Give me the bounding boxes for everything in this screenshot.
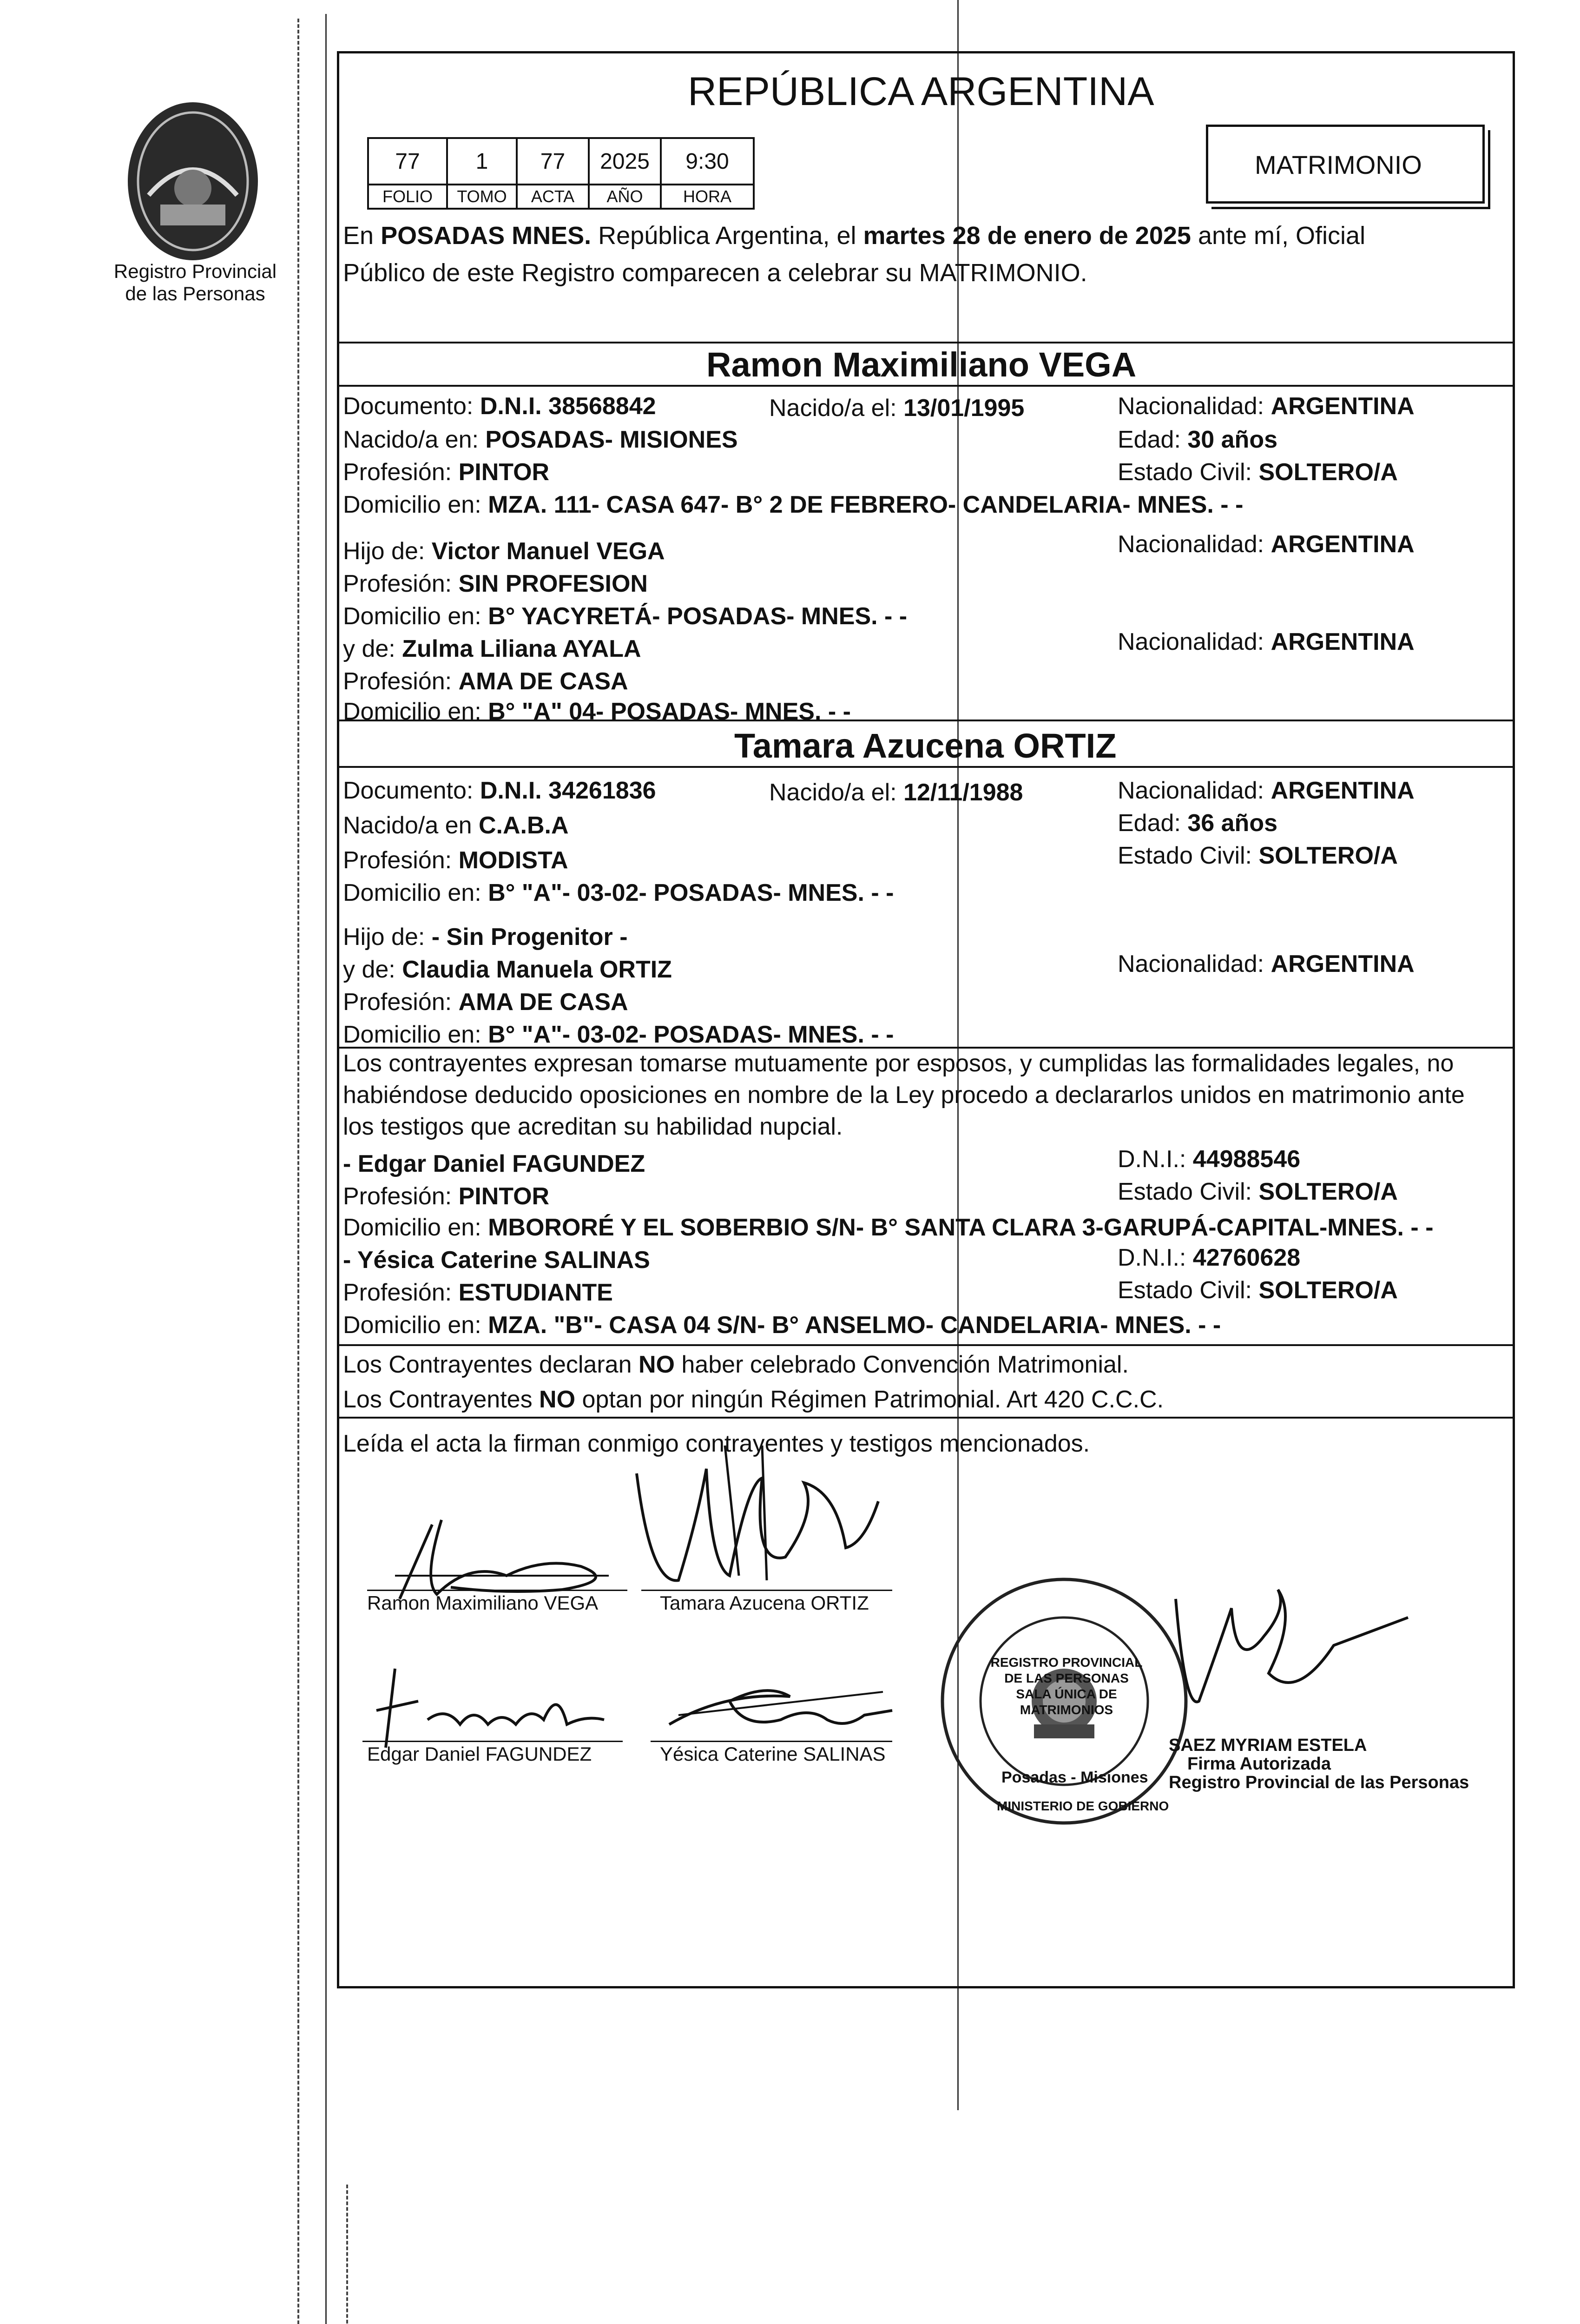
witness2-civil-status: Estado Civil: SOLTERO/A	[1118, 1277, 1398, 1304]
spouse2-age: Edad: 36 años	[1118, 810, 1277, 837]
declaration-line-2: habiéndose deducido oposiciones en nombre de la Ley procedo a declararlos unidos en matrimonio ante	[343, 1082, 1465, 1109]
margin-line-left	[325, 14, 327, 2324]
witness2-address: Domicilio en: MZA. "B"- CASA 04 S/N- B° ANSELMO- CANDELARIA- MNES. - -	[343, 1312, 1221, 1339]
spouse1-birthdate: Nacido/a el: 13/01/1995	[769, 395, 1025, 422]
spouse1-father-address: Domicilio en: B° YACYRETÁ- POSADAS- MNES. - -	[343, 603, 908, 630]
signature-ramon-name: Ramon Maximiliano VEGA	[367, 1592, 599, 1614]
spouse2-mother: y de: Claudia Manuela ORTIZ	[343, 956, 672, 983]
witness1-civil-status: Estado Civil: SOLTERO/A	[1118, 1178, 1398, 1205]
signature-tamara-line	[641, 1590, 892, 1591]
convention-line-2: Los Contrayentes NO optan por ningún Régimen Patrimonial. Art 420 C.C.C.	[343, 1386, 1164, 1413]
logo-caption-line2: de las Personas	[125, 283, 265, 304]
acta-caption: ACTA	[517, 185, 589, 209]
signature-yesica-line	[651, 1741, 892, 1742]
acta-value: 77	[517, 138, 589, 185]
signature-officer	[1157, 1580, 1417, 1720]
spouse1-father-nationality: Nacionalidad: ARGENTINA	[1118, 531, 1415, 558]
margin-dash-left	[297, 19, 299, 2324]
margin-dash-bottom	[346, 2185, 348, 2324]
folio-caption: FOLIO	[368, 185, 447, 209]
folio-value: 77	[368, 138, 447, 185]
divider-convention	[337, 1344, 1515, 1346]
declaration-line-1: Los contrayentes expresan tomarse mutuamente por esposos, y cumplidas las formalidades legales, no	[343, 1050, 1454, 1077]
signature-ramon-line	[367, 1590, 627, 1591]
spouse2-mother-profession: Profesión: AMA DE CASA	[343, 989, 628, 1016]
witness1-name: - Edgar Daniel FAGUNDEZ	[343, 1150, 645, 1177]
spouse1-name: Ramon Maximiliano VEGA	[706, 345, 1137, 384]
tomo-value: 1	[447, 138, 517, 185]
closing-statement: Leída el acta la firman conmigo contrayentes y testigos mencionados.	[343, 1430, 1090, 1457]
stamp-ring-outer: REGISTRO PROVINCIAL DE LAS PERSONAS	[990, 1655, 1143, 1685]
spouse2-document: Documento: D.N.I. 34261836	[343, 777, 656, 804]
spouse1-mother-profession: Profesión: AMA DE CASA	[343, 668, 628, 695]
witness2-profession: Profesión: ESTUDIANTE	[343, 1279, 613, 1306]
officer-office: Registro Provincial de las Personas	[1169, 1773, 1469, 1792]
logo-caption	[107, 260, 283, 305]
officer-title: Firma Autorizada	[1187, 1754, 1331, 1774]
spouse2-name: Tamara Azucena ORTIZ	[734, 726, 1117, 765]
intro-place: POSADAS MNES.	[381, 222, 592, 250]
signature-yesica	[660, 1664, 902, 1743]
stamp-ministry: MINISTERIO DE GOBIERNO	[997, 1799, 1169, 1813]
spouse1-mother: y de: Zulma Liliana AYALA	[343, 635, 641, 662]
record-type-label: MATRIMONIO	[1255, 150, 1422, 179]
spouse1-profession: Profesión: PINTOR	[343, 459, 550, 486]
logo-caption-line1: Registro Provincial	[113, 260, 277, 282]
stamp-ring-inner: SALA ÚNICA DE MATRIMONIOS	[1016, 1687, 1117, 1717]
hora-caption: HORA	[661, 185, 754, 209]
witness2-name: - Yésica Caterine SALINAS	[343, 1247, 650, 1274]
signature-tamara	[623, 1427, 883, 1594]
spouse2-address: Domicilio en: B° "A"- 03-02- POSADAS- MNES. - -	[343, 879, 894, 906]
divider-closing	[337, 1417, 1515, 1419]
hora-value: 9:30	[661, 138, 754, 185]
declaration-line-3: los testigos que acreditan su habilidad nupcial.	[343, 1113, 843, 1140]
spouse1-document: Documento: D.N.I. 38568842	[343, 393, 656, 420]
spouse2-father: Hijo de: - Sin Progenitor -	[343, 924, 628, 951]
spouse2-birthplace: Nacido/a en C.A.B.A	[343, 812, 569, 839]
spouse1-father: Hijo de: Victor Manuel VEGA	[343, 538, 665, 565]
province-seal-icon	[116, 88, 270, 274]
spouse2-nationality: Nacionalidad: ARGENTINA	[1118, 777, 1415, 804]
tomo-caption: TOMO	[447, 185, 517, 209]
officer-name: SAEZ MYRIAM ESTELA	[1169, 1736, 1367, 1755]
divider-spouse2-name	[337, 766, 1515, 768]
spouse2-civil-status: Estado Civil: SOLTERO/A	[1118, 842, 1398, 869]
spouse1-civil-status: Estado Civil: SOLTERO/A	[1118, 459, 1398, 486]
signature-tamara-name: Tamara Azucena ORTIZ	[660, 1592, 869, 1614]
officer-stamp	[1169, 1736, 1469, 1792]
spouse1-nationality: Nacionalidad: ARGENTINA	[1118, 393, 1415, 420]
spouse2-birthdate: Nacido/a el: 12/11/1988	[769, 779, 1023, 806]
registry-logo	[116, 88, 270, 274]
ano-caption: AÑO	[589, 185, 661, 209]
ano-value: 2025	[589, 138, 661, 185]
witness2-dni: D.N.I.: 42760628	[1118, 1244, 1301, 1271]
convention-line-1: Los Contrayentes declaran NO haber celebrado Convención Matrimonial.	[343, 1351, 1129, 1378]
spouse2-profession: Profesión: MODISTA	[343, 847, 568, 874]
stamp-text	[983, 1655, 1150, 1718]
spouse2-mother-address: Domicilio en: B° "A"- 03-02- POSADAS- MNES. - -	[343, 1021, 894, 1048]
spouse1-address: Domicilio en: MZA. 111- CASA 647- B° 2 DE FEBRERO- CANDELARIA- MNES. - -	[343, 491, 1244, 518]
signature-edgar-name: Edgar Daniel FAGUNDEZ	[367, 1743, 592, 1765]
spouse1-mother-nationality: Nacionalidad: ARGENTINA	[1118, 628, 1415, 655]
signature-edgar-line	[362, 1741, 623, 1742]
country-title: REPÚBLICA ARGENTINA	[688, 69, 1154, 114]
spouse1-father-profession: Profesión: SIN PROFESION	[343, 570, 648, 597]
stamp-city: Posadas - Misiones	[1001, 1769, 1148, 1786]
witness1-dni: D.N.I.: 44988546	[1118, 1146, 1301, 1173]
spouse1-birthplace: Nacido/a en: POSADAS- MISIONES	[343, 426, 738, 453]
intro-date: martes 28 de enero de 2025	[863, 222, 1191, 250]
spouse1-mother-address: Domicilio en: B° "A" 04- POSADAS- MNES. - -	[343, 698, 851, 725]
witness1-address: Domicilio en: MBORORÉ Y EL SOBERBIO S/N- B° SANTA CLARA 3-GARUPÁ-CAPITAL-MNES. - -	[343, 1214, 1434, 1241]
intro-line-2: Público de este Registro comparecen a celebrar su MATRIMONIO.	[343, 259, 1087, 287]
spouse2-mother-nationality: Nacionalidad: ARGENTINA	[1118, 951, 1415, 977]
spouse1-age: Edad: 30 años	[1118, 426, 1277, 453]
divider-spouse1-name	[337, 385, 1515, 387]
intro-line-1: En POSADAS MNES. República Argentina, el martes 28 de enero de 2025 ante mí, Oficial	[343, 222, 1366, 250]
record-index-table	[367, 137, 755, 210]
signature-edgar	[362, 1659, 623, 1752]
witness1-profession: Profesión: PINTOR	[343, 1183, 550, 1210]
divider-spouse1	[337, 342, 1515, 343]
signature-yesica-name: Yésica Caterine SALINAS	[660, 1743, 886, 1765]
